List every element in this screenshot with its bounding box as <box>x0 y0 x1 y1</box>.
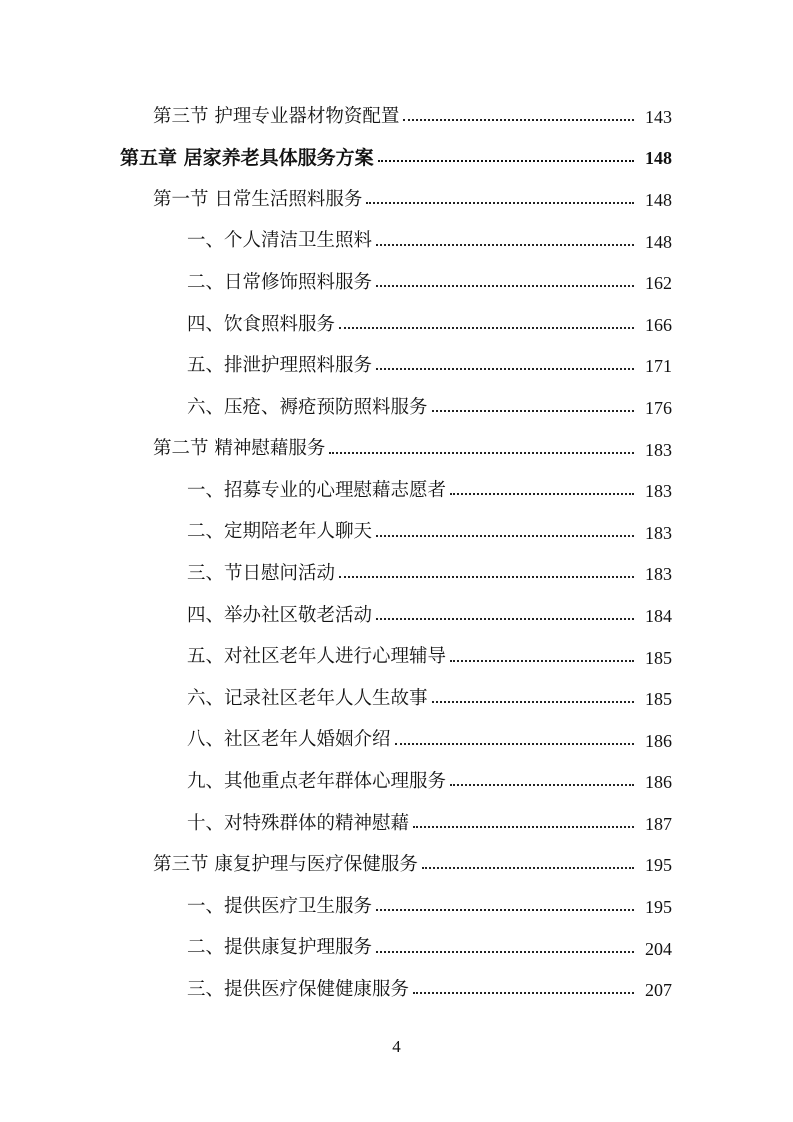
toc-entry[interactable] <box>0 470 793 512</box>
toc-entry-page: 143 <box>645 106 672 127</box>
toc-entry-label: 十、对特殊群体的精神慰藉 <box>187 812 410 834</box>
toc-entry-label: 三、提供医疗保健健康服务 <box>187 979 410 1001</box>
dot-leader <box>376 909 634 911</box>
toc-entry-page: 195 <box>645 855 672 876</box>
toc-entry-page: 148 <box>645 148 672 169</box>
dot-leader <box>339 327 634 329</box>
toc-entry[interactable] <box>0 803 793 845</box>
dot-leader <box>329 452 634 454</box>
toc-entry-label: 五、对社区老年人进行心理辅导 <box>187 646 447 668</box>
toc-entry-label: 第一节 日常生活照料服务 <box>153 188 363 210</box>
toc-entry-page: 185 <box>645 647 672 668</box>
toc-entry-label: 第三节 康复护理与医疗保健服务 <box>153 854 418 876</box>
toc-entry-label: 二、提供康复护理服务 <box>187 937 373 959</box>
toc-entry[interactable] <box>0 262 793 304</box>
dot-leader <box>413 826 634 828</box>
toc-entry-page: 183 <box>645 564 672 585</box>
dot-leader <box>376 285 634 287</box>
dot-leader <box>432 410 634 412</box>
toc-entry-label: 第三节 护理专业器材物资配置 <box>153 105 400 127</box>
toc-entry-page: 184 <box>645 605 672 626</box>
toc-entry-label: 五、排泄护理照料服务 <box>187 355 373 377</box>
toc-entry-label: 四、饮食照料服务 <box>187 313 336 335</box>
toc-entry[interactable] <box>0 304 793 346</box>
toc-entry-page: 204 <box>645 938 672 959</box>
toc-entry[interactable] <box>0 221 793 263</box>
toc-entry[interactable] <box>0 387 793 429</box>
toc-entry-label: 第五章 居家养老具体服务方案 <box>120 146 374 169</box>
dot-leader <box>378 160 634 162</box>
toc-entry-page: 183 <box>645 439 672 460</box>
toc-entry-page: 195 <box>645 897 672 918</box>
toc-entry-page: 176 <box>645 397 672 418</box>
toc-entry[interactable] <box>0 845 793 887</box>
toc-entry-label: 八、社区老年人婚姻介绍 <box>187 729 391 751</box>
toc-entry[interactable] <box>0 886 793 928</box>
toc-entry-page: 162 <box>645 273 672 294</box>
toc-entry[interactable] <box>0 720 793 762</box>
dot-leader <box>376 368 634 370</box>
toc-entry-page: 183 <box>645 522 672 543</box>
toc-entry[interactable] <box>0 96 793 138</box>
dot-leader <box>376 618 634 620</box>
toc-entry-label: 一、招募专业的心理慰藉志愿者 <box>187 479 447 501</box>
toc-entry[interactable] <box>0 554 793 596</box>
toc-entry-label: 二、定期陪老年人聊天 <box>187 521 373 543</box>
toc-entry-label: 二、日常修饰照料服务 <box>187 271 373 293</box>
toc-entry-page: 186 <box>645 730 672 751</box>
toc-entry-label: 三、节日慰问活动 <box>187 563 336 585</box>
table-of-contents <box>0 96 793 1011</box>
dot-leader <box>395 743 634 745</box>
dot-leader <box>366 202 634 204</box>
toc-entry-page: 171 <box>645 356 672 377</box>
dot-leader <box>376 951 634 953</box>
dot-leader <box>432 701 634 703</box>
toc-entry[interactable] <box>0 637 793 679</box>
toc-entry-page: 207 <box>645 980 672 1001</box>
page-number: 4 <box>392 1037 401 1056</box>
toc-chapter-entry[interactable] <box>0 138 793 180</box>
toc-entry-page: 185 <box>645 689 672 710</box>
dot-leader <box>339 576 634 578</box>
toc-entry-label: 六、记录社区老年人人生故事 <box>187 687 428 709</box>
toc-entry[interactable] <box>0 512 793 554</box>
toc-entry[interactable] <box>0 969 793 1011</box>
toc-entry[interactable] <box>0 346 793 388</box>
dot-leader <box>450 493 634 495</box>
dot-leader <box>422 867 634 869</box>
toc-entry[interactable] <box>0 179 793 221</box>
dot-leader <box>403 119 634 121</box>
toc-entry[interactable] <box>0 762 793 804</box>
toc-entry-label: 九、其他重点老年群体心理服务 <box>187 771 447 793</box>
dot-leader <box>450 660 634 662</box>
dot-leader <box>376 535 634 537</box>
toc-entry-page: 148 <box>645 231 672 252</box>
dot-leader <box>413 992 634 994</box>
toc-entry-page: 148 <box>645 189 672 210</box>
toc-entry-label: 四、举办社区敬老活动 <box>187 604 373 626</box>
toc-entry[interactable] <box>0 678 793 720</box>
dot-leader <box>376 244 634 246</box>
toc-entry-page: 186 <box>645 772 672 793</box>
toc-entry-label: 第二节 精神慰藉服务 <box>153 438 326 460</box>
dot-leader <box>450 784 634 786</box>
toc-entry[interactable] <box>0 928 793 970</box>
toc-entry-label: 一、提供医疗卫生服务 <box>187 895 373 917</box>
toc-entry[interactable] <box>0 429 793 471</box>
toc-entry-label: 六、压疮、褥疮预防照料服务 <box>187 396 428 418</box>
toc-entry-label: 一、个人清洁卫生照料 <box>187 230 373 252</box>
toc-entry-page: 183 <box>645 481 672 502</box>
toc-entry[interactable] <box>0 595 793 637</box>
toc-entry-page: 166 <box>645 314 672 335</box>
toc-entry-page: 187 <box>645 813 672 834</box>
